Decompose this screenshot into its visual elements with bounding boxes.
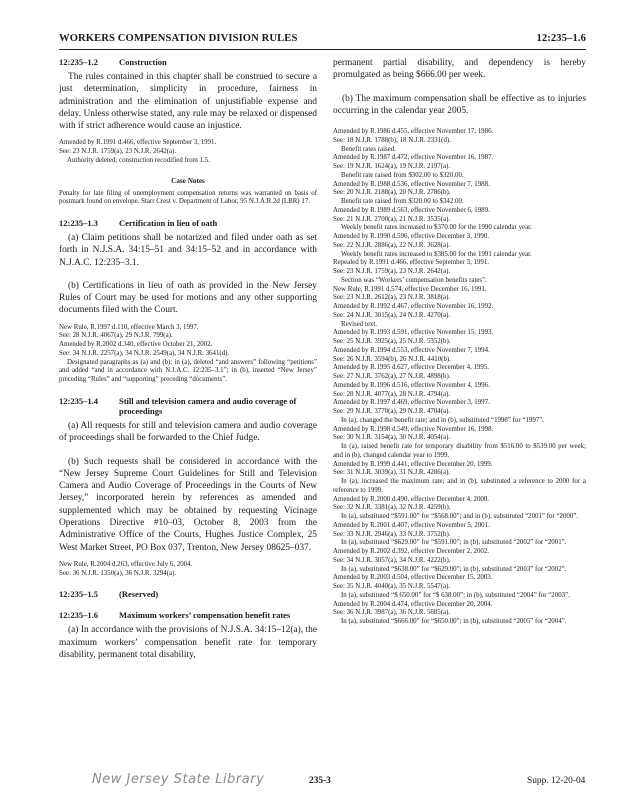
history-line: See: 18 N.J.R. 1788(b), 18 N.J.R. 2331(d). [333, 136, 451, 144]
history-line: Amended by R.2004 d.474, effective December 20, 2004. [333, 600, 493, 608]
section-number: 12:235–1.4 [59, 395, 98, 406]
history-line: Amended by R.1989 d.563, effective November 6, 1989. [333, 206, 490, 214]
running-header [59, 33, 586, 47]
paragraph-a-continued: permanent partial disability, and dependency is hereby promulgated as being $666.00 per week. [333, 58, 586, 81]
section-number: 12:235–1.3 [59, 217, 98, 228]
history-line: Amended by R.2000 d.490, effective December 4, 2000. [333, 495, 490, 503]
section-title: Still and television camera and audio coverage of proceedings [119, 395, 297, 416]
history-line: Amended by R.1991 d.466, effective September 3, 1991. [59, 139, 217, 147]
history-line: See: 27 N.J.R. 3762(a), 27 N.J.R. 4898(b). [333, 373, 451, 381]
history-line: See: 22 N.J.R. 2886(a), 22 N.J.R. 3628(a). [333, 241, 451, 249]
history-line: Amended by R.1999 d.441, effective December 20, 1999. [333, 460, 493, 468]
history-line: Authority deleted; construction recodified from 1.5. [67, 156, 210, 164]
case-notes-heading: Case Notes [171, 176, 205, 185]
history-line: See: 23 N.J.R. 1759(a), 23 N.J.R. 2642(a). [333, 268, 451, 276]
history-line: See: 32 N.J.R. 3381(a), 32 N.J.R. 4259(b). [333, 504, 451, 512]
section-heading-1-3 [59, 218, 317, 228]
history-line: See: 23 N.J.R. 1759(a), 23 N.J.R. 2642(a). [59, 148, 177, 156]
history-line: See: 19 N.J.R. 1624(a), 19 N.J.R. 2197(a). [333, 163, 451, 171]
history-line: See: 28 N.J.R. 4067(a), 29 N.J.R. 799(a). [59, 332, 173, 340]
history-line: Amended by R.1990 d.596, effective December 3, 1990. [333, 233, 490, 241]
history-line: Designated paragraphs as (a) and (b); in (a), deleted “and answers” following “petitions” and added “and in accordance with N.J.A.C. 12:235–3.1”; in (b), inserted “New Jersey” preceding “Rules” and “supporting” preceding “documents”. [59, 358, 317, 384]
section-title: Construction [119, 57, 167, 67]
paragraph-b: (b) Certifications in lieu of oath as provided in the New Jersey Rules of Court may be used for motions and any other supporting documents filed with the Court. [59, 280, 317, 316]
paragraph-a: (a) In accordance with the provisions of N.J.S.A. 34:15–12(a), the maximum workers’ compensation benefit rate for temporary disability, permanent total disability, [59, 625, 317, 661]
history-line: In (a), changed the benefit rate; and in (b), substituted “1998” for “1997”. [341, 416, 545, 424]
history-line: See: 36 N.J.R. 1350(a), 36 N.J.R. 3294(a). [59, 569, 177, 577]
history-line: Weekly benefit rates increased to $385.00 for the 1991 calendar year. [341, 250, 532, 258]
history-line: See: 28 N.J.R. 4077(a), 28 N.J.R. 4794(a). [333, 390, 451, 398]
paragraph-a: (a) All requests for still and television camera and audio coverage of proceedings shall be forwarded to the Chief Judge. [59, 420, 317, 444]
history-line: See: 23 N.J.R. 2612(a), 23 N.J.R. 3818(a). [333, 294, 451, 302]
history-line: Amended by R.1994 d.553, effective November 7, 1994. [333, 346, 490, 354]
history-notes-1-6 [333, 128, 586, 627]
section-heading-1-2 [59, 57, 317, 67]
history-line: Amended by R.1992 d.467, effective November 16, 1992. [333, 303, 494, 311]
library-watermark: New Jersey State Library [92, 772, 265, 787]
section-text: The rules contained in this chapter shall be construed to secure a just determination, simplicity in procedure, fairness in administration and the elimination of unjustifiable expense and delay. Unless otherwise stated, any rule may be relaxed or dispensed with if strict adherence would cause an injustice. [59, 72, 317, 132]
section-title: (Reserved) [119, 589, 159, 600]
history-line: See: 24 N.J.R. 3015(a), 24 N.J.R. 4270(a). [333, 311, 451, 319]
right-column [333, 57, 586, 770]
header-title: WORKERS COMPENSATION DIVISION RULES [59, 33, 298, 44]
history-line: In (a), substituted “$666.00” for “$650.00”; in (b), substituted “2005” for “2004”. [341, 618, 567, 626]
left-column [59, 57, 317, 767]
page-footer [0, 772, 625, 792]
history-line: See: 20 N.J.R. 2188(a), 20 N.J.R. 2786(b). [333, 189, 451, 197]
history-line: New Rule, R.2004 d.263, effective July 6, 2004. [59, 560, 193, 568]
history-line: In (a), substituted “$629.00” for “$591.00”; in (b), substituted “2002” for “2001”. [341, 539, 567, 547]
history-line: Amended by R.1996 d.516, effective November 4, 1996. [333, 381, 490, 389]
history-notes-1-4 [59, 561, 317, 579]
history-line: See: 29 N.J.R. 3770(a), 29 N.J.R. 4704(a). [333, 408, 451, 416]
history-line: Amended by R.1988 d.536, effective November 7, 1988. [333, 180, 490, 188]
history-line: New Rule, R.1991 d.574, effective December 16, 1991. [333, 285, 487, 293]
history-line: Benefit rate raised from $320.00 to $342.00. [341, 198, 464, 206]
history-line: Amended by R.1987 d.472, effective November 16, 1987. [333, 154, 494, 162]
header-rule [59, 49, 586, 50]
history-line: See: 21 N.J.R. 2700(a), 21 N.J.R. 3535(a). [333, 215, 451, 223]
history-line: Amended by R.1995 d.627, effective December 4, 1995. [333, 364, 490, 372]
section-heading-1-5 [59, 589, 317, 599]
history-notes-1-3 [59, 324, 317, 385]
history-line: See: 36 N.J.R. 3987(a), 36 N.J.R. 5685(a). [333, 609, 451, 617]
history-line: See: 31 N.J.R. 3039(a), 31 N.J.R. 4286(a). [333, 469, 451, 477]
history-line: Revised text. [341, 320, 377, 328]
page-number: 235-3 [309, 776, 331, 786]
paragraph-b: (b) The maximum compensation shall be effective as to injuries occurring in the calendar year 2005. [333, 93, 586, 116]
history-line: Amended by R.1986 d.455, effective November 17, 1986. [333, 128, 494, 136]
history-line: In (a), substituted “$ 650.00” for “$ 638.00”; in (b), substituted “2004” for “2003”. [341, 591, 570, 599]
history-line: See: 26 N.J.R. 3594(b), 26 N.J.R. 4410(b). [333, 355, 451, 363]
history-line: In (a), substituted “$591.00” for “$568.00”; and in (b), substituted “2001” for “2000”. [341, 513, 579, 521]
section-title: Certification in lieu of oath [119, 217, 218, 228]
section-title: Maximum workers’ compensation benefit rates [119, 610, 291, 621]
history-line: New Rule, R.1997 d.110, effective March 3, 1997. [59, 323, 199, 331]
history-line: Section was “Workers’ compensation benefits rates”. [341, 276, 487, 284]
section-heading-1-6 [59, 610, 317, 620]
history-line: Repealed by R.1991 d.466, effective September 3, 1991. [333, 259, 490, 267]
history-line: In (a), increased the maximum rate; and in (b), substituted a reference to 2000 for a reference to 1999. [333, 478, 586, 494]
history-line: See: 30 N.J.R. 3154(a), 30 N.J.R. 4054(a). [333, 434, 451, 442]
history-line: Amended by R.1998 d.549, effective November 16, 1998. [333, 425, 494, 433]
history-line: Benefit rates raised. [341, 145, 396, 153]
history-line: In (a), raised benefit rate for temporary disability from $516.00 to $539.00 per week; and in (b), changed calendar year to 1999. [333, 443, 586, 459]
history-line: See: 25 N.J.R. 3925(a), 25 N.J.R. 5352(b). [333, 338, 451, 346]
section-number: 12:235–1.2 [59, 57, 98, 67]
history-line: See: 34 N.J.R. 3057(a), 34 N.J.R. 4222(b). [333, 556, 451, 564]
history-line: See: 35 N.J.R. 4040(a), 35 N.J.R. 5547(a). [333, 583, 451, 591]
case-note: Penalty for late filing of unemployment compensation returns was warranted on basis of postmark found on envelope. Starr Crest v. Department of Labor, 95 N.J.A.R.2d (LBR) 17. [59, 189, 317, 206]
section-number: 12:235–1.6 [59, 610, 98, 621]
history-line: See: 33 N.J.R. 2946(a), 33 N.J.R. 3752(b). [333, 530, 451, 538]
history-line: Amended by R.2003 d.504, effective December 15, 2003. [333, 574, 493, 582]
history-line: Benefit rate raised from $302.00 to $320.00. [341, 171, 464, 179]
history-line: Amended by R.1993 d.591, effective November 15, 1993. [333, 329, 494, 337]
history-line: Amended by R.2002 d.340, effective October 21, 2002. [59, 341, 213, 349]
history-line: See: 34 N.J.R. 2257(a), 34 N.J.R. 2549(a), 34 N.J.R. 3641(d). [59, 349, 230, 357]
section-heading-1-4 [59, 396, 317, 416]
section-number: 12:235–1.5 [59, 589, 98, 600]
supplement-date: Supp. 12-20-04 [527, 776, 586, 786]
history-line: Amended by R.2002 d.392, effective December 2, 2002. [333, 548, 490, 556]
history-line: Amended by R.1997 d.469, effective November 3, 1997. [333, 399, 490, 407]
history-line: Amended by R.2001 d.407, effective November 5, 2001. [333, 521, 490, 529]
paragraph-b: (b) Such requests shall be considered in accordance with the “New Jersey Supreme Court Guidelines for Still and Television Camera and Audio Coverage of Proceedings in the Courts of New Jersey,” incorporated herein by references as amended and supplemented which may be obtained by requesting Vicinage Operations Directive #10–03, October 8, 2003 from the Administrative Office of the Courts, Hughes Justice Complex, 25 West Market Street, PO Box 037, Trenton, New Jersey 08625–037. [59, 456, 317, 553]
header-section-range: 12:235–1.6 [536, 33, 586, 44]
paragraph-a: (a) Claim petitions shall be notarized and filed under oath as set forth in N.J.S.A. 34:15–51 and 34:15–52 and in accordance with N.J.A.C. 12:235–3.1. [59, 232, 317, 268]
history-line: In (a), substituted “$638.00” for “$629.00”; in (b), substituted “2003” for “2002”. [341, 565, 567, 573]
history-line: Weekly benefit rates increased to $370.00 for the 1990 calendar year. [341, 224, 532, 232]
history-notes-1-2 [59, 139, 317, 165]
